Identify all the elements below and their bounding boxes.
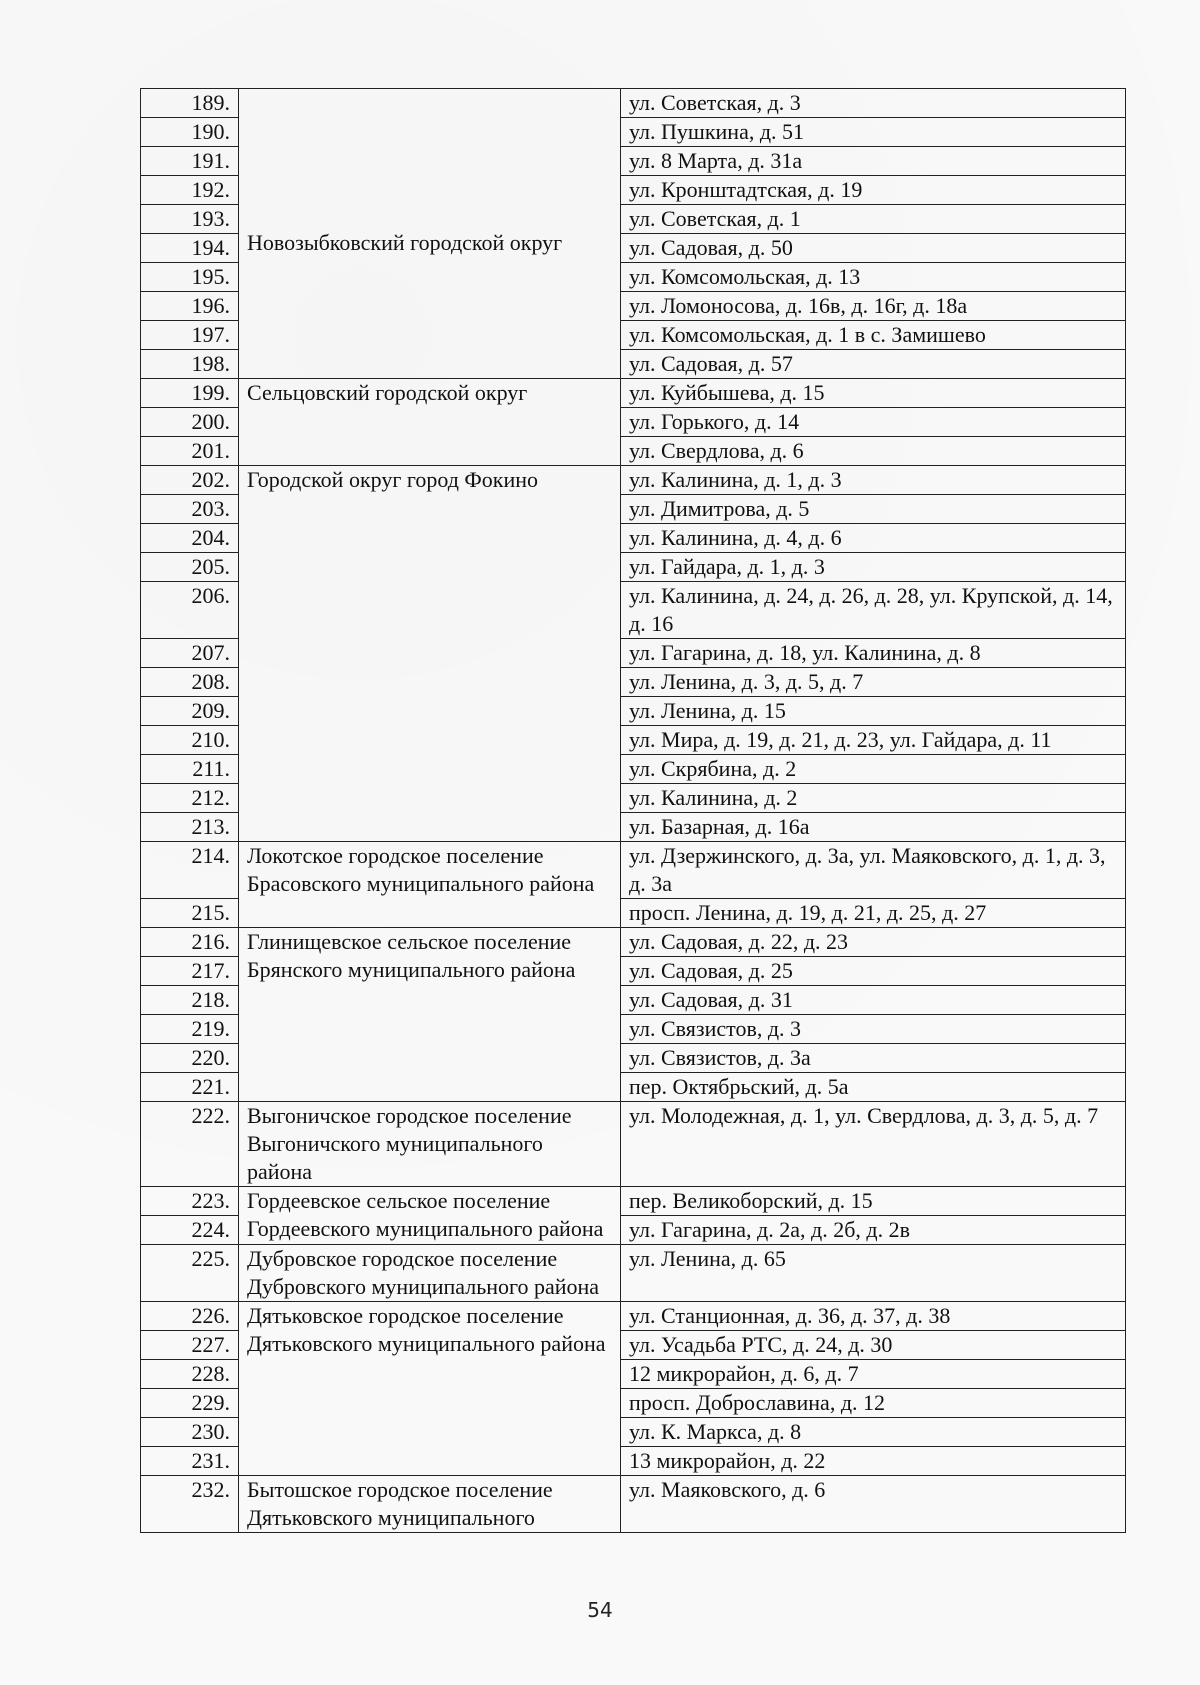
address: ул. Калинина, д. 2 [621,784,1126,813]
row-number: 204. [141,524,239,553]
address: ул. Гагарина, д. 18, ул. Калинина, д. 8 [621,639,1126,668]
municipality-name-text: Дятьковское городское поселение Дятьковского муниципального района [247,1303,606,1356]
address: ул. Советская, д. 1 [621,205,1126,234]
municipality-name [239,379,621,466]
municipality-name-text: Глинищевское сельское поселение Брянского муниципального района [247,929,576,982]
row-number: 207. [141,639,239,668]
municipality-name [239,1476,621,1533]
municipality-name-text: Выгоничское городское поселение Выгоничского муниципального района [247,1103,572,1184]
row-number: 197. [141,321,239,350]
table-row [141,1245,1126,1302]
municipality-name [239,1102,621,1187]
municipality-name [239,842,621,928]
address: ул. Садовая, д. 25 [621,957,1126,986]
row-number: 220. [141,1044,239,1073]
row-number: 217. [141,957,239,986]
municipality-name-text: Бытошское городское поселение Дятьковского муниципального [247,1477,553,1530]
row-number: 190. [141,118,239,147]
address: ул. Садовая, д. 50 [621,234,1126,263]
municipality-name-text: Гордеевское сельское поселение Гордеевского муниципального района [247,1188,604,1241]
address: ул. Скрябина, д. 2 [621,755,1126,784]
row-number: 214. [141,842,239,899]
row-number: 206. [141,582,239,639]
address: ул. Калинина, д. 1, д. 3 [621,466,1126,495]
row-number: 205. [141,553,239,582]
address: ул. 8 Марта, д. 31а [621,147,1126,176]
municipality-name [239,1245,621,1302]
address: ул. Гагарина, д. 2а, д. 2б, д. 2в [621,1216,1126,1245]
row-number: 227. [141,1331,239,1360]
row-number: 216. [141,928,239,957]
address: ул. Ленина, д. 65 [621,1245,1126,1302]
address: ул. Усадьба РТС, д. 24, д. 30 [621,1331,1126,1360]
address: ул. Молодежная, д. 1, ул. Свердлова, д. 3, д. 5, д. 7 [621,1102,1126,1187]
municipality-name-text: Дубровское городское поселение Дубровского муниципального района [247,1246,600,1299]
row-number: 212. [141,784,239,813]
row-number: 203. [141,495,239,524]
municipality-name-text: Сельцовский городской округ [247,380,528,405]
row-number: 199. [141,379,239,408]
address: пер. Октябрьский, д. 5а [621,1073,1126,1102]
address: ул. Станционная, д. 36, д. 37, д. 38 [621,1302,1126,1331]
table-row [141,89,1126,118]
table-row [141,1476,1126,1533]
address: 12 микрорайон, д. 6, д. 7 [621,1360,1126,1389]
address: ул. Калинина, д. 4, д. 6 [621,524,1126,553]
address: ул. Мира, д. 19, д. 21, д. 23, ул. Гайдара, д. 11 [621,726,1126,755]
address: ул. Ленина, д. 15 [621,697,1126,726]
municipality-name-text: Городской округ город Фокино [247,467,539,492]
address: ул. Свердлова, д. 6 [621,437,1126,466]
table-row [141,842,1126,899]
address: ул. Дзержинского, д. 3а, ул. Маяковского, д. 1, д. 3, д. 3а [621,842,1126,899]
row-number: 193. [141,205,239,234]
address: ул. Связистов, д. 3а [621,1044,1126,1073]
row-number: 230. [141,1418,239,1447]
address: ул. Ломоносова, д. 16в, д. 16г, д. 18а [621,292,1126,321]
row-number: 223. [141,1187,239,1216]
row-number: 192. [141,176,239,205]
address-table [140,88,1126,1533]
table-body [141,89,1126,1533]
address: ул. Гайдара, д. 1, д. 3 [621,553,1126,582]
address: ул. Комсомольская, д. 1 в с. Замишево [621,321,1126,350]
address: ул. Кронштадтская, д. 19 [621,176,1126,205]
row-number: 213. [141,813,239,842]
row-number: 232. [141,1476,239,1533]
municipality-name [239,466,621,842]
row-number: 189. [141,89,239,118]
row-number: 210. [141,726,239,755]
address: ул. К. Маркса, д. 8 [621,1418,1126,1447]
municipality-name [239,89,621,379]
row-number: 226. [141,1302,239,1331]
table-row [141,1187,1126,1216]
municipality-name [239,1187,621,1245]
row-number: 228. [141,1360,239,1389]
page-number: 54 [587,1598,613,1622]
row-number: 208. [141,668,239,697]
row-number: 201. [141,437,239,466]
table-row [141,1102,1126,1187]
address: ул. Комсомольская, д. 13 [621,263,1126,292]
row-number: 202. [141,466,239,495]
municipality-name [239,1302,621,1476]
table-row [141,466,1126,495]
address: ул. Садовая, д. 31 [621,986,1126,1015]
address: просп. Доброславина, д. 12 [621,1389,1126,1418]
row-number: 191. [141,147,239,176]
address: ул. Маяковского, д. 6 [621,1476,1126,1533]
address: ул. Советская, д. 3 [621,89,1126,118]
row-number: 229. [141,1389,239,1418]
address: ул. Куйбышева, д. 15 [621,379,1126,408]
address: ул. Связистов, д. 3 [621,1015,1126,1044]
address: ул. Садовая, д. 57 [621,350,1126,379]
address: пер. Великоборский, д. 15 [621,1187,1126,1216]
row-number: 195. [141,263,239,292]
address: ул. Пушкина, д. 51 [621,118,1126,147]
address: просп. Ленина, д. 19, д. 21, д. 25, д. 27 [621,899,1126,928]
row-number: 215. [141,899,239,928]
row-number: 224. [141,1216,239,1245]
table-row [141,928,1126,957]
address: ул. Калинина, д. 24, д. 26, д. 28, ул. Крупской, д. 14, д. 16 [621,582,1126,639]
address: ул. Базарная, д. 16а [621,813,1126,842]
address: ул. Горького, д. 14 [621,408,1126,437]
row-number: 211. [141,755,239,784]
row-number: 225. [141,1245,239,1302]
table-row [141,1302,1126,1331]
row-number: 194. [141,234,239,263]
row-number: 219. [141,1015,239,1044]
address: ул. Ленина, д. 3, д. 5, д. 7 [621,668,1126,697]
row-number: 218. [141,986,239,1015]
row-number: 231. [141,1447,239,1476]
row-number: 200. [141,408,239,437]
municipality-name-text: Новозыбковский городской округ [247,230,563,255]
row-number: 198. [141,350,239,379]
address: 13 микрорайон, д. 22 [621,1447,1126,1476]
row-number: 196. [141,292,239,321]
row-number: 222. [141,1102,239,1187]
municipality-name-text: Локотское городское поселение Брасовского муниципального района [247,843,595,896]
row-number: 221. [141,1073,239,1102]
address: ул. Димитрова, д. 5 [621,495,1126,524]
address: ул. Садовая, д. 22, д. 23 [621,928,1126,957]
municipality-name [239,928,621,1102]
table-row [141,379,1126,408]
row-number: 209. [141,697,239,726]
